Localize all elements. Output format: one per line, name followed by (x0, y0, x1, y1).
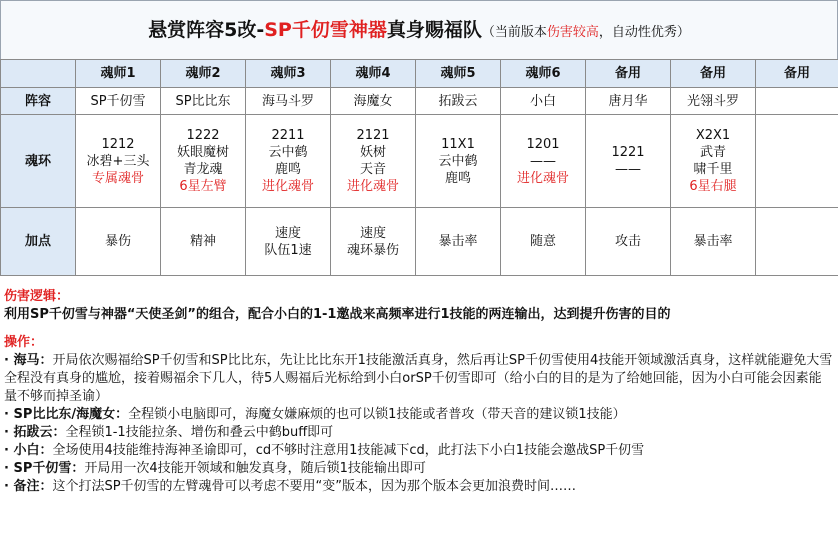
header-cell: 备用 (671, 60, 756, 88)
points-cell (671, 208, 756, 276)
point-line: 暴击率 (693, 234, 733, 249)
header-cell: 魂师5 (416, 60, 501, 88)
point-line: 随意 (529, 234, 556, 249)
op-text: 全场使用4技能维持海神圣谕即可，cd不够时注意用1技能减下cd，此打法下小白1技能会邀战SP千仞雪 (52, 443, 645, 458)
lineup-cell: 光翎斗罗 (671, 88, 756, 115)
header-cell: 备用 (756, 60, 838, 88)
title-part3: 真身赐福队 (386, 19, 482, 41)
rings-cell (246, 115, 331, 208)
point-line: 暴伤 (104, 234, 131, 249)
page-title (0, 0, 838, 60)
title-sub3: ，自动性优秀） (598, 25, 690, 40)
point-line: 精神 (189, 234, 216, 249)
ring-line: X2X1 (695, 128, 731, 143)
operations-title: 操作： (4, 335, 44, 350)
ring-line: 天音 (359, 162, 386, 177)
point-line: 速度 (274, 225, 301, 241)
lineup-cell: 海马斗罗 (246, 88, 331, 115)
notes-section (4, 288, 834, 496)
points-cell (586, 208, 671, 276)
header-cell: 魂师4 (331, 60, 416, 88)
ring-line: 妖眼魔树 (176, 145, 229, 160)
damage-logic-title: 伤害逻辑： (4, 289, 70, 304)
op-item (4, 406, 834, 424)
points-cell (246, 208, 331, 276)
row-label-lineup: 阵容 (1, 88, 76, 115)
ring-line: 武青 (699, 145, 726, 160)
op-text: 全程锁1-1技能拉条、增伤和叠云中鹤buff即可 (65, 425, 334, 440)
op-text: 全程锁小电脑即可，海魔女嫌麻烦的也可以锁1技能或者普攻（带天音的建议锁1技能） (128, 407, 626, 422)
op-item (4, 478, 834, 496)
lineup-table (0, 59, 838, 276)
ring-line: 鹿鸣 (444, 170, 471, 186)
point-line: 魂环暴伤 (346, 242, 399, 258)
lineup-cell: 小白 (501, 88, 586, 115)
ring-line: 1201 (526, 136, 560, 152)
rings-row (1, 115, 838, 208)
lineup-cell: SP比比东 (161, 88, 246, 115)
op-name: · 拓跋云： (4, 425, 66, 440)
ring-bone: 进化魂骨 (261, 179, 314, 194)
points-cell (76, 208, 161, 276)
op-name: · SP比比东/海魔女： (4, 407, 129, 422)
ring-line: 鹿鸣 (274, 162, 301, 177)
rings-cell (671, 115, 756, 208)
ring-line: 1222 (186, 128, 220, 143)
rings-cell (331, 115, 416, 208)
title-sub1: （当前版本 (481, 25, 547, 40)
rings-cell (756, 115, 838, 208)
point-line: 暴击率 (438, 234, 478, 249)
header-cell: 魂师6 (501, 60, 586, 88)
ring-bone: 进化魂骨 (346, 179, 399, 194)
lineup-cell: SP千仞雪 (76, 88, 161, 115)
ring-line: —— (530, 153, 556, 169)
points-cell (416, 208, 501, 276)
op-text: 开局依次赐福给SP千仞雪和SP比比东，先让比比东开1技能激活真身，然后再让SP千仞雪使用4技能开领域激活真身，这样就能避免大雪全程没有真身的尴尬，接着赐福余下几人，待5人赐福后光标给到小白orSP千仞雪即可（给小白的目的是为了给她回能，因为小白可能会因素能量不够而掉圣谕） (4, 353, 833, 404)
point-line: 队伍1速 (264, 242, 312, 258)
header-row (1, 60, 838, 88)
points-row (1, 208, 838, 276)
lineup-cell: 拓跋云 (416, 88, 501, 115)
title-part1: 悬赏阵容5改- (148, 19, 265, 41)
op-text: 开局用一次4技能开领域和触发真身，随后锁1技能输出即可 (84, 461, 426, 476)
ring-line: 冰碧+三头 (86, 153, 150, 169)
ring-line: 云中鹤 (268, 145, 308, 160)
op-name: · 海马： (4, 353, 53, 368)
ring-line: 2211 (271, 128, 305, 143)
op-text: 这个打法SP千仞雪的左臂魂骨可以考虑不要用“变”版本，因为那个版本会更加浪费时间…… (52, 479, 577, 494)
lineup-row (1, 88, 838, 115)
ring-line: 11X1 (441, 136, 475, 152)
lineup-cell: 海魔女 (331, 88, 416, 115)
op-item (4, 442, 834, 460)
op-item (4, 424, 834, 442)
rings-cell (501, 115, 586, 208)
ring-bone: 6星右腿 (689, 179, 737, 194)
op-item (4, 352, 834, 406)
points-cell (331, 208, 416, 276)
rings-cell (586, 115, 671, 208)
point-line: 速度 (359, 225, 386, 241)
header-cell: 备用 (586, 60, 671, 88)
ring-line: 啸千里 (693, 162, 733, 177)
ring-bone: 6星左臂 (179, 179, 227, 194)
rings-cell (161, 115, 246, 208)
ring-line: 妖树 (359, 145, 386, 160)
lineup-cell: 唐月华 (586, 88, 671, 115)
ring-bone: 专属魂骨 (91, 170, 144, 186)
op-name: · 小白： (4, 443, 53, 458)
header-cell: 魂师3 (246, 60, 331, 88)
rings-cell (416, 115, 501, 208)
ring-line: 云中鹤 (438, 153, 478, 169)
header-cell: 魂师1 (76, 60, 161, 88)
points-cell (161, 208, 246, 276)
rings-cell (76, 115, 161, 208)
op-name: · SP千仞雪： (4, 461, 85, 476)
point-line: 攻击 (614, 234, 641, 249)
title-highlight: SP千仞雪神器 (264, 19, 387, 41)
op-item (4, 460, 834, 478)
op-name: · 备注： (4, 479, 53, 494)
points-cell (501, 208, 586, 276)
damage-logic-text: 利用SP千仞雪与神器“天使圣剑”的组合，配合小白的1-1邀战来高频率进行1技能的两连输出，达到提升伤害的目的 (4, 307, 671, 322)
lineup-cell (756, 88, 838, 115)
ring-line: 青龙魂 (183, 162, 223, 177)
row-label-rings: 魂环 (1, 115, 76, 208)
title-sub-highlight: 伤害较高 (546, 25, 599, 40)
row-label-points: 加点 (1, 208, 76, 276)
ring-line: 1221 (611, 145, 645, 160)
header-cell (1, 60, 76, 88)
points-cell (756, 208, 838, 276)
ring-line: 1212 (101, 136, 135, 152)
ring-bone: 进化魂骨 (516, 170, 569, 186)
ring-line: 2121 (356, 128, 390, 143)
ring-line: —— (615, 162, 641, 177)
header-cell: 魂师2 (161, 60, 246, 88)
